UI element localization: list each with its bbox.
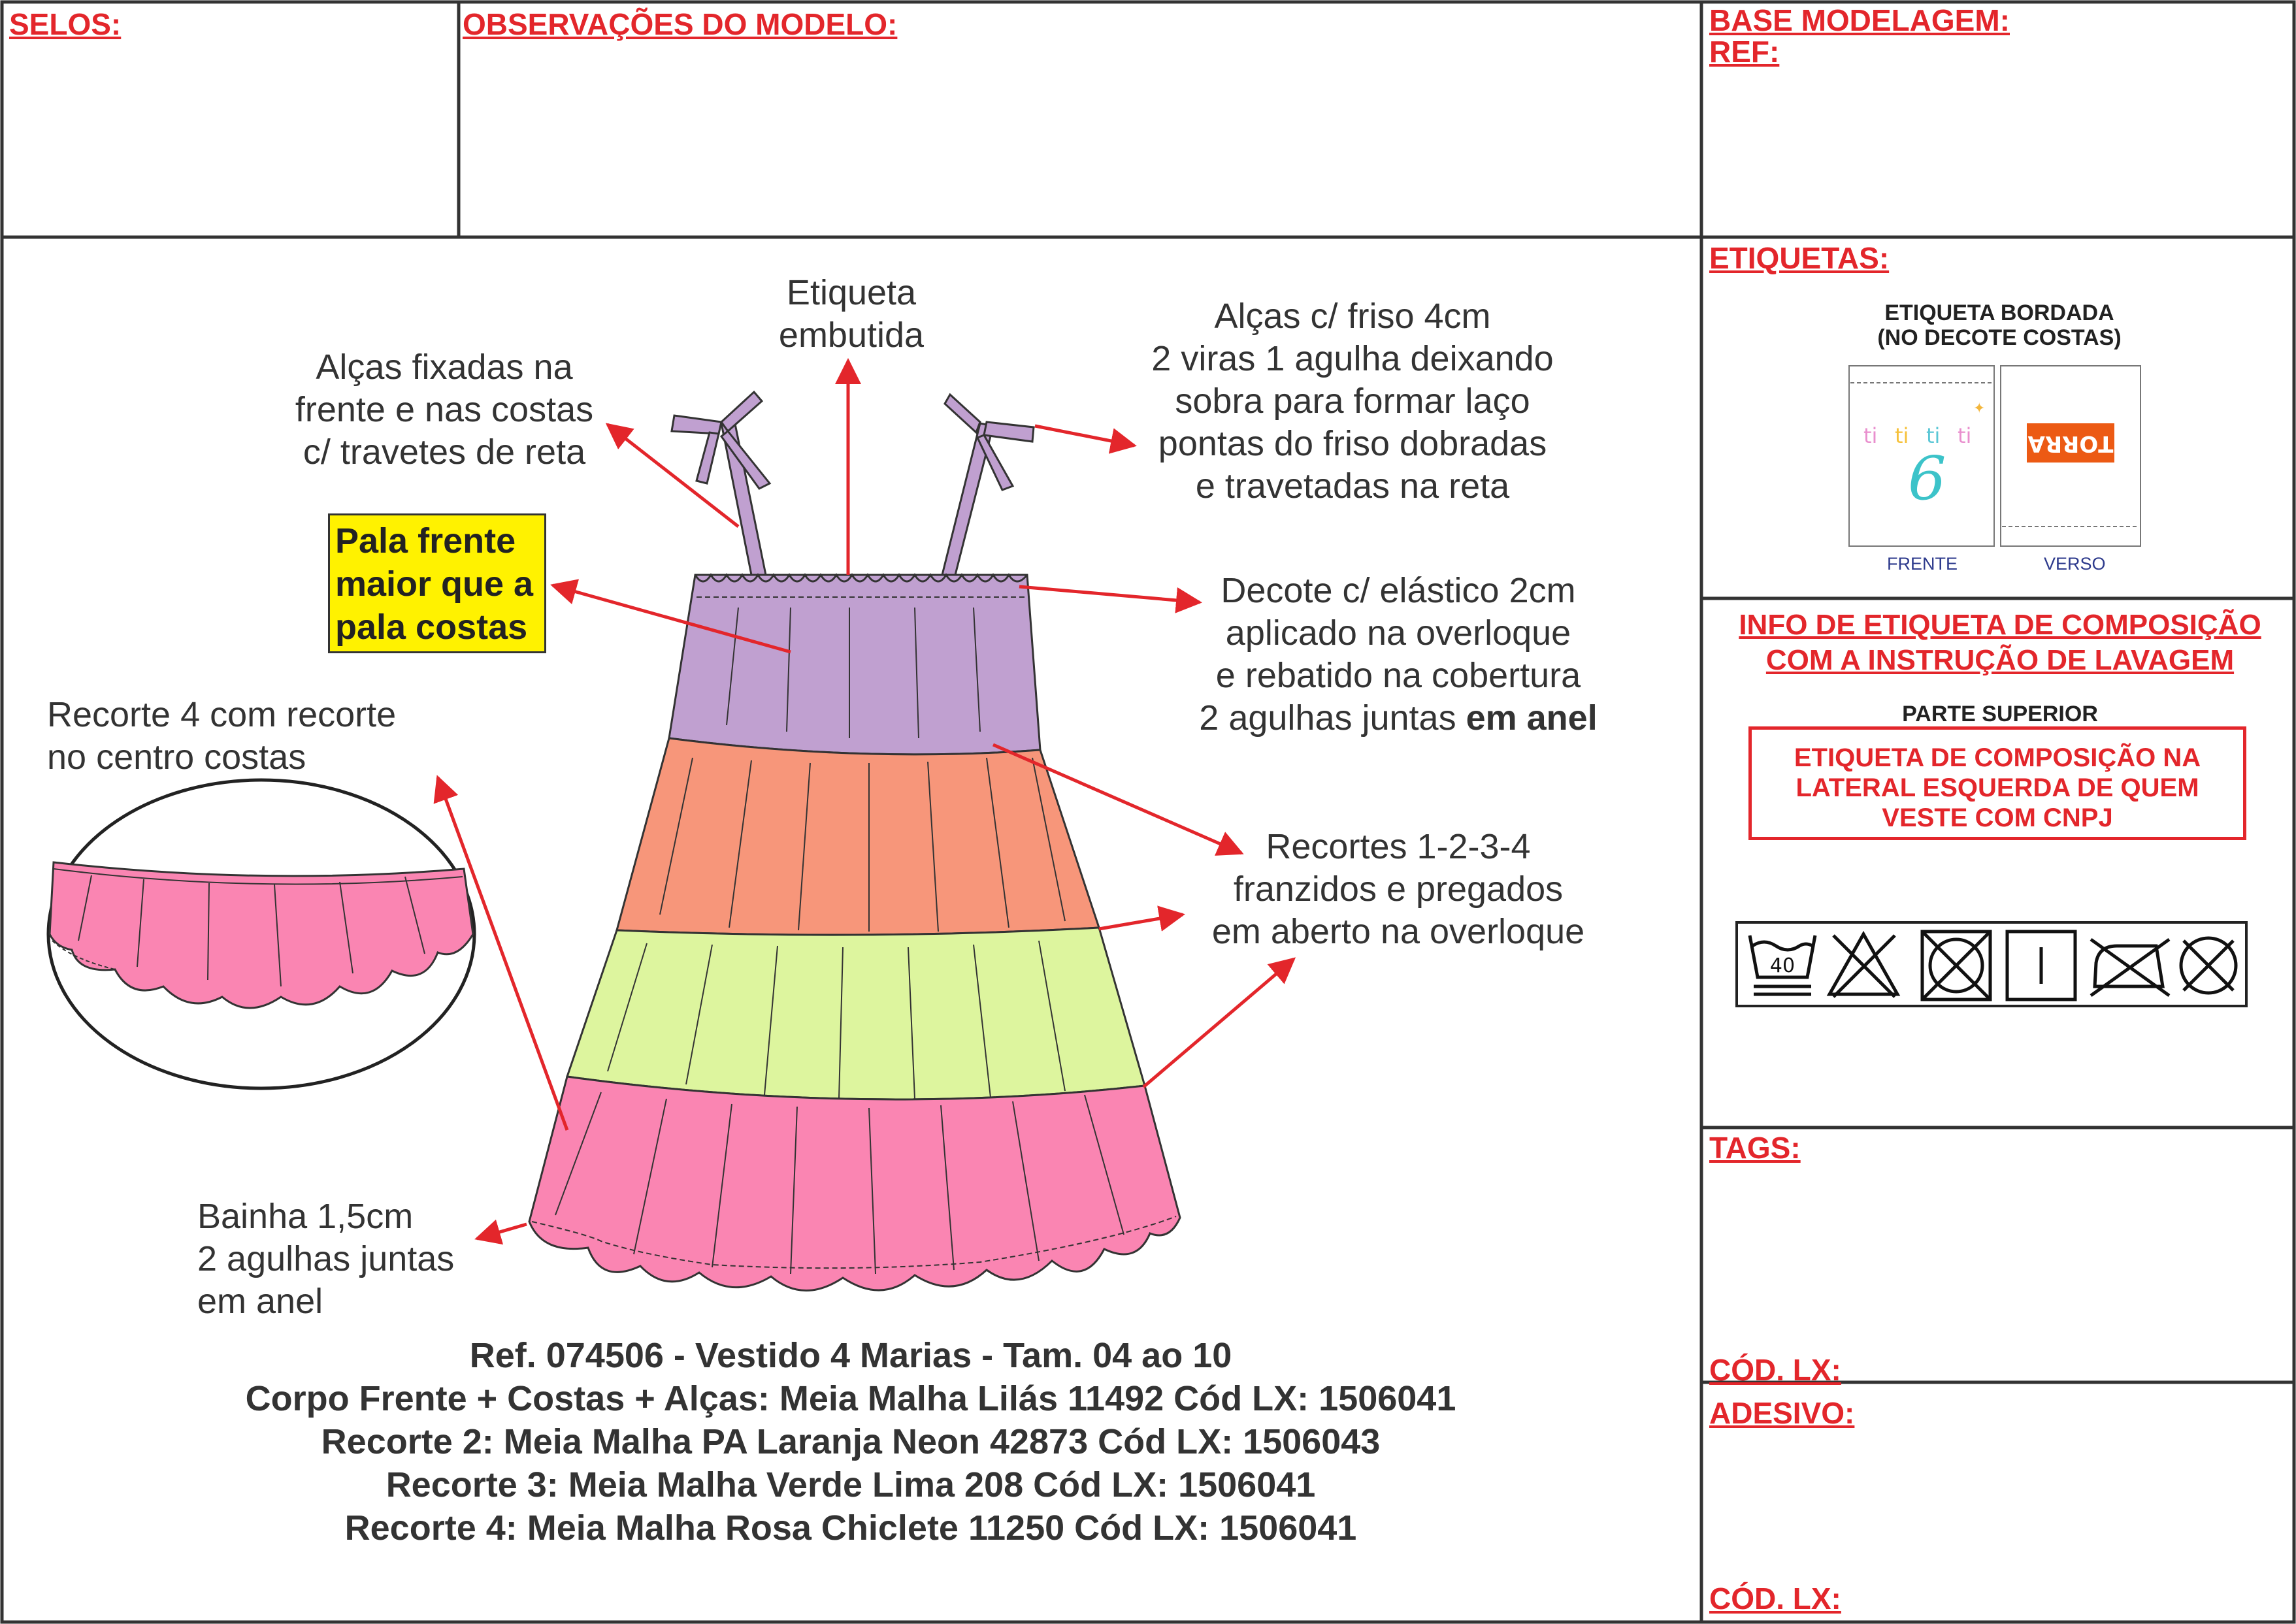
- spec-line1: Ref. 074506 - Vestido 4 Marias - Tam. 04 ao 10: [469, 1336, 1232, 1375]
- annotation-decote-line3: e rebatido na cobertura: [1215, 656, 1581, 695]
- tier-3-lime: [567, 928, 1145, 1099]
- label-front-ti4: ti: [1958, 423, 1972, 448]
- spec-line4: Recorte 3: Meia Malha Verde Lima 208 Cód LX: 1506041: [385, 1465, 1316, 1504]
- straps: [672, 392, 1034, 575]
- label-back-caption: VERSO: [2044, 554, 2106, 574]
- no-iron-icon: [2091, 939, 2169, 996]
- annotation-decote-line1: Decote c/ elástico 2cm: [1221, 571, 1576, 610]
- adesivo-label: ADESIVO:: [1709, 1396, 1855, 1430]
- etiquetas-label: ETIQUETAS:: [1709, 241, 1890, 275]
- annotation-alcas-fixadas: [274, 346, 614, 474]
- annotation-bainha-line1: Bainha 1,5cm: [197, 1197, 414, 1236]
- annotation-recorte4-line2: no centro costas: [47, 738, 306, 777]
- annotation-decote-line4-bold: em anel: [1466, 698, 1598, 738]
- annotation-alcas-friso-line4: pontas do friso dobradas: [1158, 424, 1547, 463]
- tier-2-orange: [617, 738, 1099, 935]
- sparkle-icon: ✦: [1973, 400, 1986, 417]
- pala-line3: pala costas: [335, 608, 528, 647]
- annotation-etiqueta-line1: Etiqueta: [786, 273, 917, 312]
- spec-line2: Corpo Frente + Costas + Alças: Meia Malha Lilás 11492 Cód LX: 1506041: [245, 1379, 1456, 1418]
- spec-line3: Recorte 2: Meia Malha PA Laranja Neon 42873 Cód LX: 1506043: [321, 1422, 1381, 1461]
- base-modelagem-label: BASE MODELAGEM:: [1709, 3, 2010, 37]
- annotation-bainha-line3: em anel: [197, 1282, 323, 1321]
- label-front-caption: FRENTE: [1887, 554, 1958, 574]
- annotation-recorte4: [47, 694, 396, 779]
- tier-4-pink: [529, 1077, 1180, 1291]
- annotation-alcas-friso: [1130, 295, 1575, 508]
- composicao-box: [1748, 726, 2246, 840]
- annotation-alcas-friso-line2: 2 viras 1 agulha deixando: [1151, 339, 1554, 378]
- cod-lx-label-2: CÓD. LX:: [1709, 1582, 1841, 1616]
- annotation-etiqueta-line2: embutida: [778, 316, 925, 355]
- info-composicao-line1: INFO DE ETIQUETA DE COMPOSIÇÃO: [1739, 609, 2261, 641]
- annotation-recortes-line3: em aberto na overloque: [1211, 912, 1585, 951]
- annotation-decote-line2: aplicado na overloque: [1225, 613, 1571, 653]
- annotation-alcas-friso-line3: sobra para formar laço: [1175, 382, 1530, 421]
- back-detail-ellipse: [48, 780, 474, 1088]
- annotation-alcas-friso-line5: e travetadas na reta: [1195, 466, 1510, 506]
- composicao-box-line3: VESTE COM CNPJ: [1882, 804, 2113, 832]
- care-symbols-svg: [1738, 924, 2245, 1005]
- annotation-alcas-fixadas-line2: frente e nas costas: [295, 390, 594, 429]
- selos-label: SELOS:: [9, 7, 122, 41]
- care-symbols: [1735, 921, 2248, 1007]
- spec-block: [0, 1334, 1701, 1550]
- annotation-recortes-line1: Recortes 1-2-3-4: [1266, 827, 1531, 866]
- annotation-alcas-fixadas-line1: Alças fixadas na: [316, 348, 573, 387]
- label-back: [2001, 366, 2140, 546]
- annotation-alcas-fixadas-line3: c/ travetes de reta: [303, 432, 586, 472]
- ref-label: REF:: [1709, 35, 1780, 69]
- label-back-brand: TORRA: [2027, 430, 2114, 457]
- annotation-recorte4-line1: Recorte 4 com recorte: [47, 695, 397, 734]
- annotation-bainha-line2: 2 agulhas juntas: [197, 1239, 455, 1278]
- tags-label: TAGS:: [1709, 1131, 1801, 1165]
- annotation-etiqueta: [757, 272, 946, 357]
- etiqueta-bordada-line2: (NO DECOTE COSTAS): [1877, 325, 2122, 350]
- no-dry-clean-icon: [2181, 938, 2236, 993]
- composicao-box-line2: LATERAL ESQUERDA DE QUEM: [1796, 773, 2199, 802]
- label-front: [1849, 366, 1994, 546]
- annotation-recortes-line2: franzidos e pregados: [1233, 869, 1564, 909]
- annotation-alcas-friso-line1: Alças c/ friso 4cm: [1214, 297, 1491, 336]
- info-composicao-title: [1709, 608, 2291, 678]
- etiqueta-bordada-line1: ETIQUETA BORDADA: [1884, 300, 2114, 325]
- label-front-ti3: ti: [1926, 423, 1941, 448]
- spec-line5: Recorte 4: Meia Malha Rosa Chiclete 11250 Cód LX: 1506041: [344, 1508, 1357, 1548]
- annotation-decote-line4-normal: 2 agulhas juntas: [1199, 698, 1466, 738]
- tier-1-lilac: [669, 575, 1040, 755]
- observacoes-label: OBSERVAÇÕES DO MODELO:: [463, 7, 898, 41]
- pala-line2: maior que a: [335, 564, 534, 604]
- no-bleach-icon: [1829, 934, 1897, 997]
- etiqueta-bordada-title: [1816, 300, 2182, 350]
- label-front-brand: ti: [1863, 423, 1878, 448]
- wash-temperature: 40: [1769, 954, 1796, 977]
- info-composicao-line2: COM A INSTRUÇÃO DE LAVAGEM: [1765, 644, 2235, 676]
- composicao-box-line1: ETIQUETA DE COMPOSIÇÃO NA: [1794, 743, 2201, 772]
- pala-highlight-box: [328, 513, 546, 653]
- parte-superior: PARTE SUPERIOR: [1902, 702, 2098, 726]
- line-dry-icon: [2007, 932, 2075, 999]
- pala-line1: Pala frente: [335, 521, 516, 560]
- no-tumble-dry-icon: [1922, 932, 1990, 999]
- label-front-number: 6: [1908, 444, 1946, 513]
- annotation-decote-line4: [1163, 697, 1633, 739]
- annotation-bainha: [197, 1195, 454, 1323]
- cod-lx-label-1: CÓD. LX:: [1709, 1353, 1841, 1387]
- annotation-recortes: [1189, 826, 1607, 953]
- label-front-ti2: ti: [1895, 423, 1909, 448]
- brand-labels-illustration: [1843, 363, 2150, 550]
- annotation-decote: [1163, 570, 1633, 739]
